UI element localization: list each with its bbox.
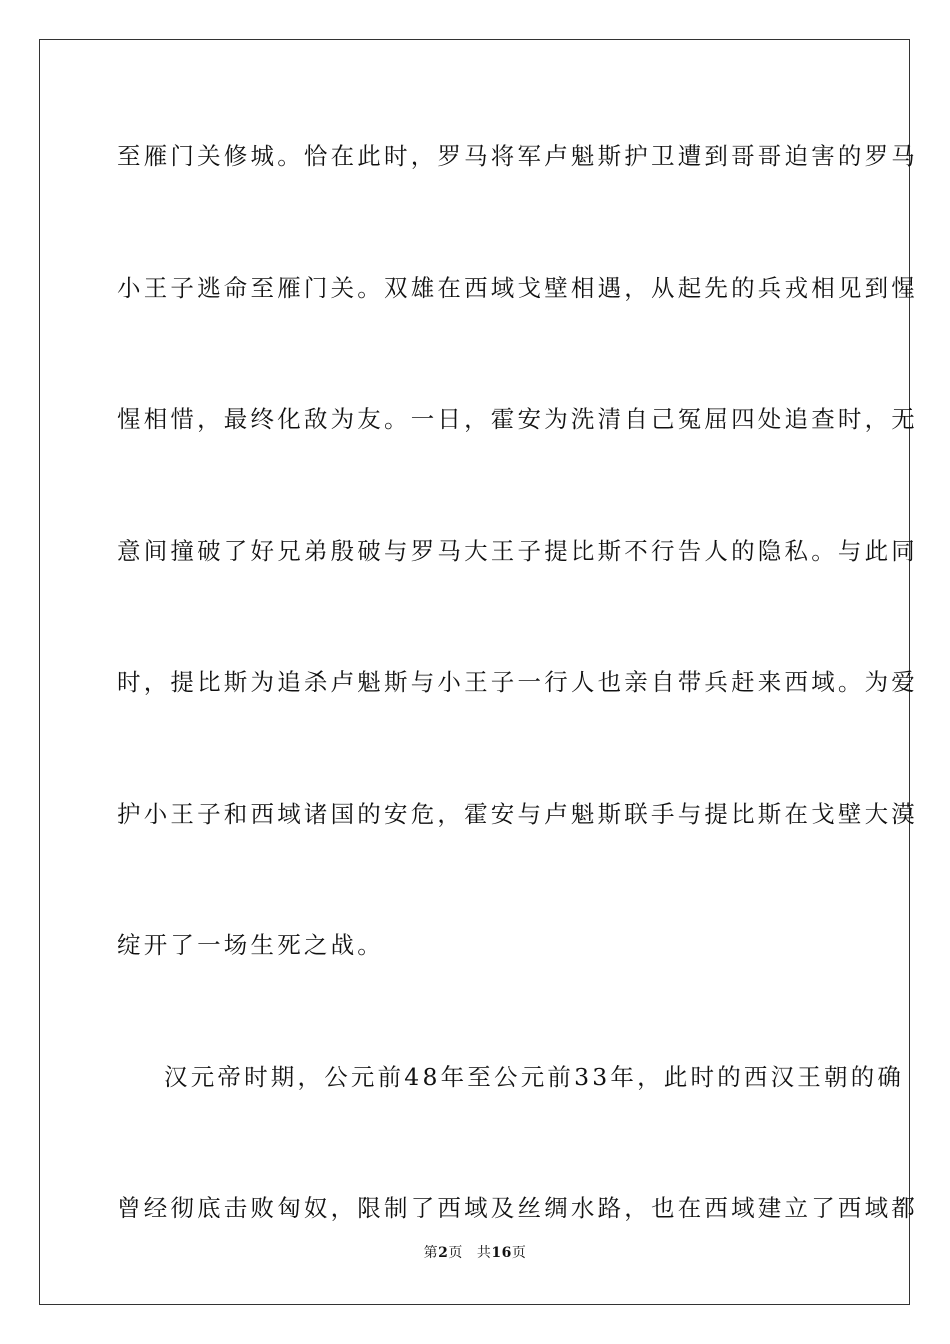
page-suffix: 页 bbox=[448, 1245, 463, 1261]
page-prefix: 第 bbox=[423, 1245, 439, 1261]
text-line: 护小王子和西域诸国的安危，霍安与卢魁斯联手与提比斯在戈壁大漠 bbox=[117, 799, 918, 828]
text-line: 曾经彻底击败匈奴，限制了西域及丝绸水路，也在西域建立了西域都 bbox=[117, 1194, 918, 1222]
text-line: 意间撞破了好兄弟殷破与罗马大王子提比斯不行告人的隐私。与此同 bbox=[117, 536, 918, 565]
text-line: 绽开了一场生死之战。 bbox=[117, 931, 384, 959]
text-line: 小王子逃命至雁门关。双雄在西域戈壁相遇，从起先的兵戎相见到惺 bbox=[117, 273, 918, 302]
page-number: 2 bbox=[438, 1245, 449, 1261]
text-line: 至雁门关修城。恰在此时，罗马将军卢魁斯护卫遭到哥哥迫害的罗马 bbox=[117, 142, 918, 170]
total-prefix: 共 bbox=[476, 1245, 492, 1261]
text-line: 时，提比斯为追杀卢魁斯与小王子一行人也亲自带兵赶来西域。为爱 bbox=[117, 668, 918, 696]
total-pages: 16 bbox=[491, 1245, 512, 1261]
page-footer bbox=[0, 1242, 950, 1262]
document-body bbox=[117, 120, 918, 1304]
text-line: 惺相惜，最终化敌为友。一日，霍安为洗清自己冤屈四处追查时，无 bbox=[117, 405, 918, 433]
text-line-paragraph-start: 汉元帝时期，公元前48年至公元前33年，此时的西汉王朝的确 bbox=[164, 1062, 905, 1091]
total-suffix: 页 bbox=[511, 1245, 527, 1261]
